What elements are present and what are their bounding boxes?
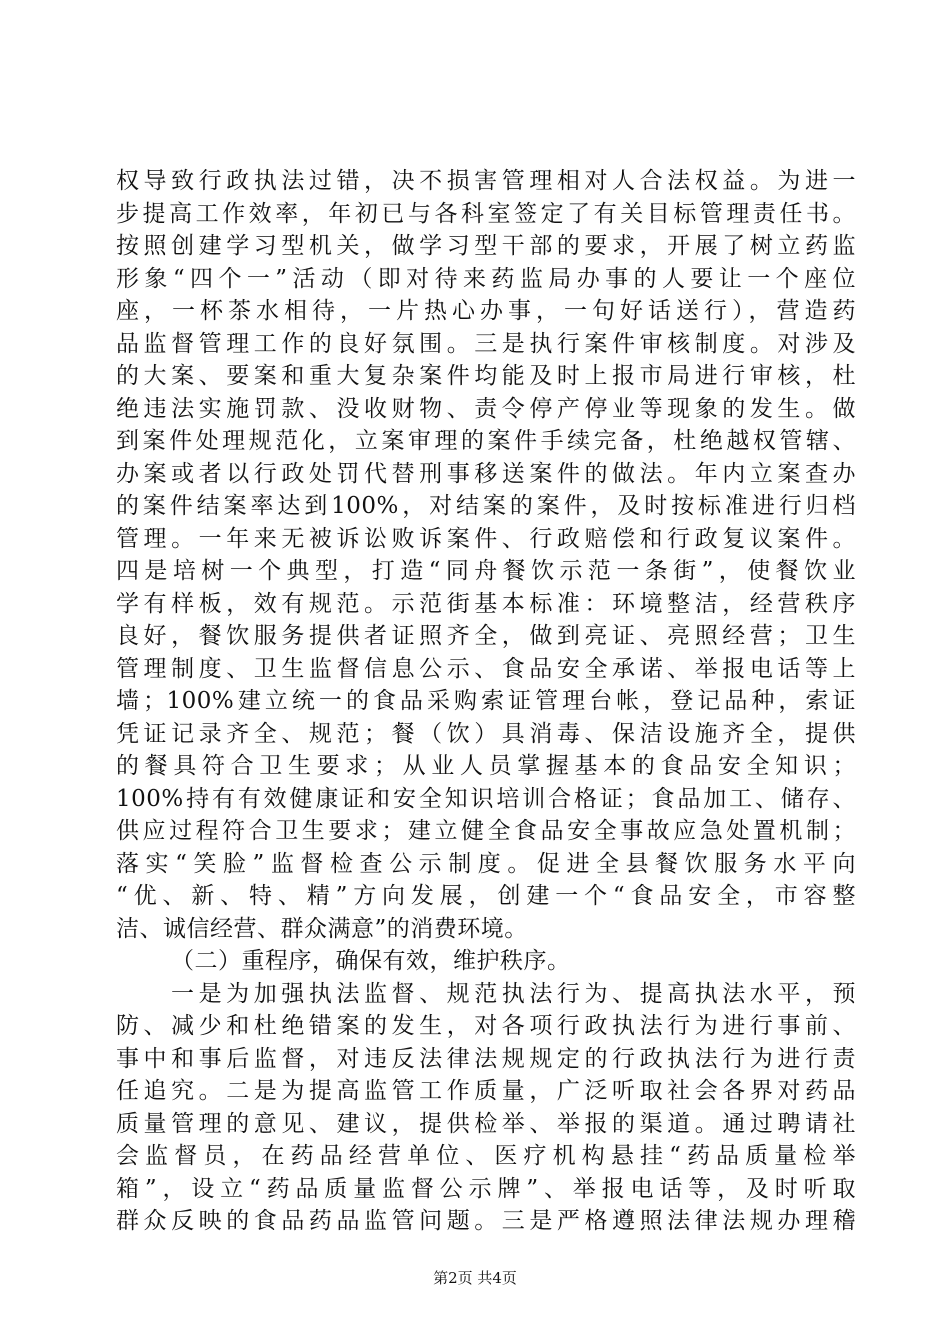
- paragraph-end-line: 洁、诚信经营、群众满意”的消费环境。: [116, 915, 528, 942]
- text-line: 的大案、要案和重大复杂案件均能及时上报市局进行审核，杜: [116, 363, 856, 389]
- text-line: 防、减少和杜绝错案的发生，对各项行政执法行为进行事前、: [116, 1013, 856, 1039]
- text-line: 供应过程符合卫生要求；建立健全食品安全事故应急处置机制；: [116, 818, 856, 844]
- text-line: 办案或者以行政处罚代替刑事移送案件的做法。年内立案查办: [116, 460, 856, 487]
- text-line: 箱”，设立“药品质量监督公示牌”、举报电话等，及时听取: [116, 1175, 856, 1202]
- paragraph-first-line: 一是为加强执法监督、规范执法行为、提高执法水平，预: [171, 980, 856, 1007]
- section-heading: （二）重程序，确保有效，维护秩序。: [171, 948, 571, 974]
- text-line: 质量管理的意见、建议，提供检举、举报的渠道。通过聘请社: [116, 1110, 856, 1137]
- text-line: 形象“四个一”活动（即对待来药监局办事的人要让一个座位: [116, 265, 856, 292]
- text-line: 学有样板，效有规范。示范街基本标准：环境整洁，经营秩序: [116, 590, 856, 617]
- text-line: 任追究。二是为提高监管工作质量，广泛听取社会各界对药品: [116, 1078, 856, 1104]
- text-line: 步提高工作效率，年初已与各科室签定了有关目标管理责任书。: [116, 200, 856, 227]
- text-line: 事中和事后监督，对违反法律法规规定的行政执法行为进行责: [116, 1045, 856, 1072]
- text-line: 落实“笑脸”监督检查公示制度。促进全县餐饮服务水平向: [116, 850, 856, 877]
- text-line: 品监督管理工作的良好氛围。三是执行案件审核制度。对涉及: [116, 330, 856, 357]
- text-line: 权导致行政执法过错，决不损害管理相对人合法权益。为进一: [116, 168, 856, 194]
- text-line: 管理制度、卫生监督信息公示、食品安全承诺、举报电话等上: [116, 655, 856, 682]
- text-line: 凭证记录齐全、规范；餐（饮）具消毒、保洁设施齐全，提供: [116, 720, 856, 747]
- text-line: 管理。一年来无被诉讼败诉案件、行政赔偿和行政复议案件。: [116, 525, 856, 552]
- text-line: “优、新、特、精”方向发展，创建一个“食品安全，市容整: [116, 883, 856, 909]
- text-line: 的案件结案率达到100%，对结案的案件，及时按标准进行归档: [116, 493, 856, 519]
- text-line: 会监督员，在药品经营单位、医疗机构悬挂“药品质量检举: [116, 1143, 856, 1169]
- text-line: 到案件处理规范化，立案审理的案件手续完备，杜绝越权管辖、: [116, 428, 856, 454]
- text-line: 的餐具符合卫生要求；从业人员掌握基本的食品安全知识；: [116, 753, 856, 779]
- text-line: 按照创建学习型机关，做学习型干部的要求，开展了树立药监: [116, 233, 856, 259]
- text-line: 良好，餐饮服务提供者证照齐全，做到亮证、亮照经营；卫生: [116, 623, 856, 649]
- text-line: 座，一杯茶水相待，一片热心办事，一句好话送行），营造药: [116, 298, 856, 324]
- page-number-footer: 第2页 共4页: [433, 1269, 517, 1287]
- text-line: 四是培树一个典型，打造“同舟餐饮示范一条街”，使餐饮业: [116, 558, 856, 584]
- text-line: 墙；100%建立统一的食品采购索证管理台帐，登记品种，索证: [116, 688, 856, 714]
- text-line: 群众反映的食品药品监管问题。三是严格遵照法律法规办理稽: [116, 1208, 856, 1234]
- text-line: 绝违法实施罚款、没收财物、责令停产停业等现象的发生。做: [116, 395, 856, 422]
- document-body: [116, 165, 856, 1238]
- text-line: 100%持有有效健康证和安全知识培训合格证；食品加工、储存、: [116, 785, 856, 812]
